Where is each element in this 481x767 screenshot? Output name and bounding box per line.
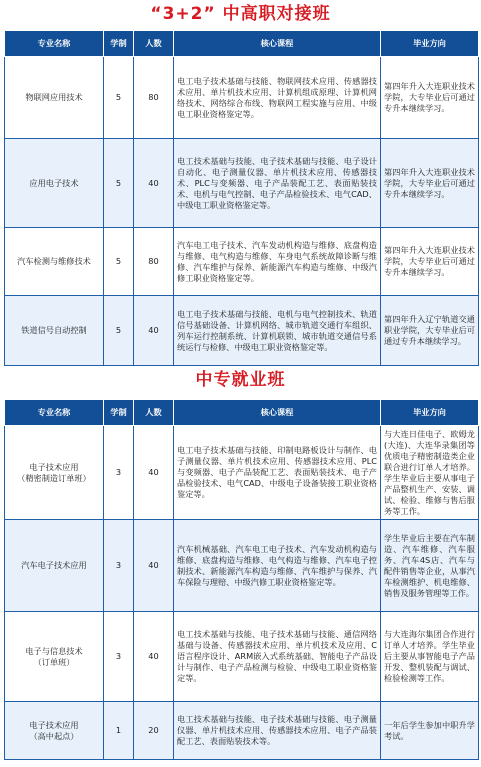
major-cell: 电子技术应用 （精密制造订单班） <box>5 426 104 520</box>
courses-cell: 电工技术基础与技能、电子技术基础与技能、通信网络基础与设备、传感器技术应用、单片机技术及应用、C语言程序设计、ARM嵌入式系统基础、智能电子产品设计与制作、电子产品检测与检验、中级电工职业资格鉴定等。 <box>174 612 381 702</box>
courses-cell: 电工电子技术基础与技能、物联网技术应用、传感器技术应用、单片机技术应用、计算机组成原理、计算机网络技术、网络综合布线、物联网工程实施与应用、中级电工职业资格鉴定等。 <box>174 57 381 139</box>
count-cell: 40 <box>134 296 174 366</box>
major-cell: 物联网应用技术 <box>5 57 104 139</box>
major-cell: 汽车电子技术应用 <box>5 520 104 612</box>
section-title-vocational: 中专就业班 <box>195 370 286 390</box>
direction-cell: 第四年升入辽宁轨道交通职业学院，大专毕业后可通过专升本继续学习。 <box>381 296 479 366</box>
table-row <box>5 520 479 612</box>
years-cell: 5 <box>104 57 134 139</box>
count-cell: 80 <box>134 228 174 296</box>
major-cell: 电子技术应用 （高中起点） <box>5 702 104 760</box>
header-direction: 毕业方向 <box>381 400 479 426</box>
header-major: 专业名称 <box>5 31 104 57</box>
table-row <box>5 57 479 139</box>
header-count: 人数 <box>134 400 174 426</box>
major-cell: 电子与信息技术 （订单班） <box>5 612 104 702</box>
count-cell: 40 <box>134 139 174 228</box>
courses-cell: 电工技术基础与技能、电子技术基础与技能、电子设计自动化、电子测量仪器、单片机技术应用、传感器技术、PLC与变频器、电子产品装配工艺、表面贴装技术、电机与电气控制、电子产品检验技术、电气CAD、中级电工职业资格鉴定等。 <box>174 139 381 228</box>
direction-cell: 一年后学生参加中职升学考试。 <box>381 702 479 760</box>
courses-cell: 电工电子技术基础与技能、电机与电气控制技术、轨道信号基础设备、计算机网络、城市轨道交通行车组织、列车运行控制系统、计算机联锁、城市轨道交通信号系统运行与检修、中级电工职业资格鉴定等。 <box>174 296 381 366</box>
section-title-3plus2: “3+2” 中高职对接班 <box>150 4 331 24</box>
header-count: 人数 <box>134 31 174 57</box>
direction-cell: 第四年升入大连职业技术学院，大专毕业后可通过专升本继续学习。 <box>381 57 479 139</box>
header-years: 学制 <box>104 31 134 57</box>
direction-cell: 与大连日佳电子、欧姆龙(大连)、大连华录集团等优质电子精密制造类企业联合进行订单人才培养。学生毕业后主要从事电子产品整机生产、安装、调试、检验、维修与售后服务等工作。 <box>381 426 479 520</box>
table-row <box>5 296 479 366</box>
courses-cell: 电工电子技术基础与技能、印制电路板设计与制作、电子测量仪器、单片机技术应用、传感器技术应用、PLC与变频器、电子产品装配工艺、表面贴装技术、电子产品检验技术、电气CAD、中级电子设备装接工职业资格鉴定等。 <box>174 426 381 520</box>
direction-cell: 第四年升入大连职业技术学院，大专毕业后可通过专升本继续学习。 <box>381 228 479 296</box>
table-row <box>5 612 479 702</box>
table-header-row <box>5 31 479 57</box>
years-cell: 1 <box>104 702 134 760</box>
years-cell: 5 <box>104 228 134 296</box>
table-row <box>5 702 479 760</box>
table-header-row <box>5 400 479 426</box>
direction-cell: 第四年升入大连职业技术学院，大专毕业后可通过专升本继续学习。 <box>381 139 479 228</box>
count-cell: 40 <box>134 612 174 702</box>
direction-cell: 与大连海尔集团合作进行订单人才培养。学生毕业后主要从事智能电子产品开发、整机装配与调试、检验检测等工作。 <box>381 612 479 702</box>
header-direction: 毕业方向 <box>381 31 479 57</box>
program-table-vocational <box>4 399 479 760</box>
program-table-3plus2 <box>4 30 479 366</box>
courses-cell: 汽车电工电子技术、汽车发动机构造与维修、底盘构造与维修、电气构造与维修、车身电气系统故障诊断与维修、汽车维护与保养、新能源汽车构造与维修、中级汽修工职业资格鉴定等。 <box>174 228 381 296</box>
count-cell: 80 <box>134 57 174 139</box>
years-cell: 3 <box>104 426 134 520</box>
courses-cell: 电工技术基础与技能、电子技术基础与技能、电子测量仪器、单片机技术应用、传感器技术应用、电子产品装配工艺、表面贴装技术等。 <box>174 702 381 760</box>
count-cell: 40 <box>134 520 174 612</box>
table-row <box>5 426 479 520</box>
header-years: 学制 <box>104 400 134 426</box>
direction-cell: 学生毕业后主要在汽车制造、汽车维修、汽车服务、汽车4S店、汽车与配件销售等企业，从事汽车检测维护、机电维修、销售及服务管理等工作。 <box>381 520 479 612</box>
years-cell: 5 <box>104 296 134 366</box>
years-cell: 3 <box>104 612 134 702</box>
courses-cell: 汽车机械基础、汽车电工电子技术、汽车发动机构造与维修、底盘构造与维修、电气构造与维修、汽车电子控制技术、新能源汽车构造与维修、汽车维护与保养、汽车保险与理赔、中级汽修工职业资格鉴定等。 <box>174 520 381 612</box>
header-courses: 核心课程 <box>174 400 381 426</box>
count-cell: 40 <box>134 426 174 520</box>
table-row <box>5 139 479 228</box>
table-row <box>5 228 479 296</box>
header-courses: 核心课程 <box>174 31 381 57</box>
years-cell: 3 <box>104 520 134 612</box>
major-cell: 应用电子技术 <box>5 139 104 228</box>
major-cell: 铁道信号自动控制 <box>5 296 104 366</box>
years-cell: 5 <box>104 139 134 228</box>
header-major: 专业名称 <box>5 400 104 426</box>
major-cell: 汽车检测与维修技术 <box>5 228 104 296</box>
count-cell: 20 <box>134 702 174 760</box>
